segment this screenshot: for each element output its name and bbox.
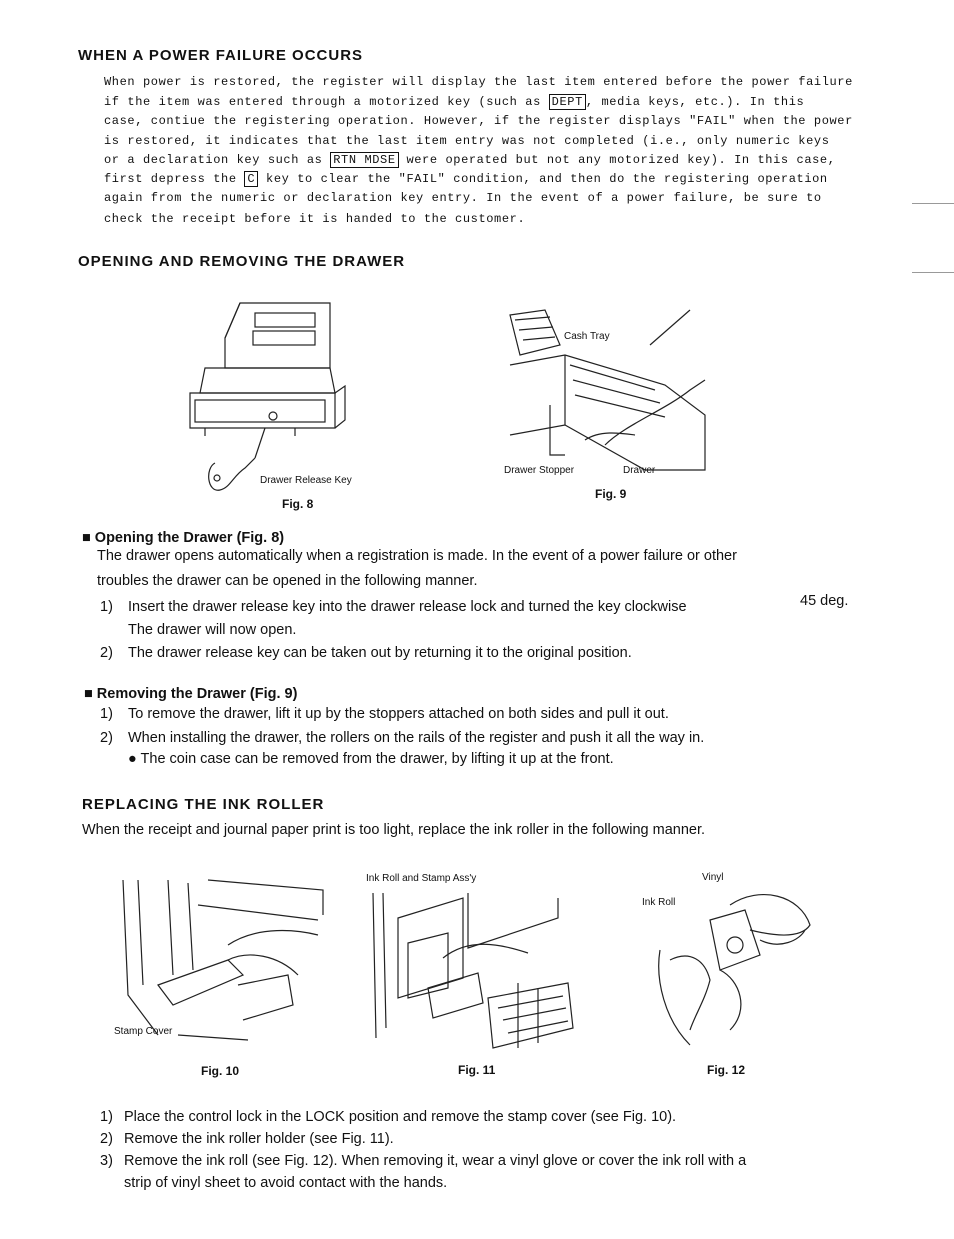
ink-step-3-line-2: strip of vinyl sheet to avoid contact with the hands. [124, 1175, 448, 1191]
ink-step-2-num: 2) [100, 1131, 113, 1147]
fig8-caption: Fig. 8 [282, 497, 314, 511]
power-line-6: first depress the C key to clear the "FAIL" condition, and then do the registering operation [104, 172, 828, 186]
fig11-ink-roll-stamp-label: Ink Roll and Stamp Ass'y [366, 873, 477, 884]
fig10-caption: Fig. 10 [201, 1064, 240, 1078]
opening-step-1-angle: 45 deg. [800, 593, 849, 609]
fig10-stamp-cover-label: Stamp Cover [114, 1026, 173, 1037]
fig12-caption: Fig. 12 [707, 1063, 746, 1077]
power-line-1: When power is restored, the register will display the last item entered before the power failure [104, 75, 853, 89]
drawer-heading: OPENING AND REMOVING THE DRAWER [78, 253, 406, 270]
ink-step-3-num: 3) [100, 1153, 113, 1169]
removing-bullet: ● The coin case can be removed from the drawer, by lifting it up at the front. [128, 751, 614, 767]
c-key-box: C [244, 171, 258, 187]
power-line-7: again from the numeric or declaration key entry. In the event of a power failure, be sure to [104, 191, 822, 205]
power-line-3: case, contiue the registering operation. However, if the register displays "FAIL" when the power [104, 114, 853, 128]
power-line-5: or a declaration key such as RTN MDSE were operated but not any motorized key). In this case, [104, 153, 836, 167]
opening-para-line-1: The drawer opens automatically when a registration is made. In the event of a power failure or other [97, 548, 737, 564]
opening-step-1-line-1: Insert the drawer release key into the drawer release lock and turned the key clockwise [128, 599, 687, 615]
ink-step-3-line-1: Remove the ink roll (see Fig. 12). When removing it, wear a vinyl glove or cover the ink roll with a [124, 1153, 747, 1169]
opening-step-2-line-1: The drawer release key can be taken out by returning it to the original position. [128, 645, 632, 661]
ink-step-1-text: Place the control lock in the LOCK position and remove the stamp cover (see Fig. 10). [124, 1109, 677, 1125]
fig9-caption: Fig. 9 [595, 487, 627, 501]
ink-roller-intro: When the receipt and journal paper print is too light, replace the ink roller in the following manner. [82, 822, 706, 838]
fig12-ink-roll-label: Ink Roll [642, 897, 676, 908]
fig11-caption: Fig. 11 [458, 1063, 496, 1077]
power-failure-heading: WHEN A POWER FAILURE OCCURS [78, 47, 364, 64]
power-line-4: is restored, it indicates that the last item entry was not completed (i.e., only numeric keys [104, 134, 830, 148]
fig12-ink-roll-illustration [650, 880, 815, 1050]
opening-drawer-title: ■ Opening the Drawer (Fig. 8) [82, 530, 285, 546]
ink-step-2-text: Remove the ink roller holder (see Fig. 11). [124, 1131, 394, 1147]
margin-mark [912, 272, 954, 273]
power-line-8: check the receipt before it is handed to the customer. [104, 212, 526, 226]
fig8-key-label: Drawer Release Key [260, 475, 352, 486]
removing-step-2-num: 2) [100, 730, 113, 746]
removing-step-2-text: When installing the drawer, the rollers on the rails of the register and push it all the way in. [128, 730, 705, 746]
dept-key-box: DEPT [549, 94, 586, 110]
opening-step-1-num: 1) [100, 599, 113, 615]
fig11-ink-roller-holder-illustration [368, 888, 578, 1053]
removing-step-1-num: 1) [100, 706, 113, 722]
removing-step-1-text: To remove the drawer, lift it up by the stoppers attached on both sides and pull it out. [128, 706, 669, 722]
ink-step-1-num: 1) [100, 1109, 113, 1125]
fig9-cash-tray-label: Cash Tray [564, 331, 610, 342]
ink-roller-heading: REPLACING THE INK ROLLER [82, 796, 325, 813]
removing-drawer-title: ■ Removing the Drawer (Fig. 9) [84, 686, 298, 702]
fig9-drawer-stopper-label: Drawer Stopper [504, 465, 575, 476]
opening-step-1-line-2: The drawer will now open. [128, 622, 297, 638]
opening-para-line-2: troubles the drawer can be opened in the following manner. [97, 573, 478, 589]
power-line-2: if the item was entered through a motorized key (such as DEPT , media keys, etc.). In this [104, 95, 805, 109]
rtn-mdse-key-box: RTN MDSE [330, 152, 398, 168]
fig8-register-illustration [185, 298, 375, 498]
opening-step-2-num: 2) [100, 645, 113, 661]
margin-mark [912, 203, 954, 204]
fig12-vinyl-label: Vinyl [702, 872, 724, 883]
fig9-drawer-label: Drawer [623, 465, 656, 476]
